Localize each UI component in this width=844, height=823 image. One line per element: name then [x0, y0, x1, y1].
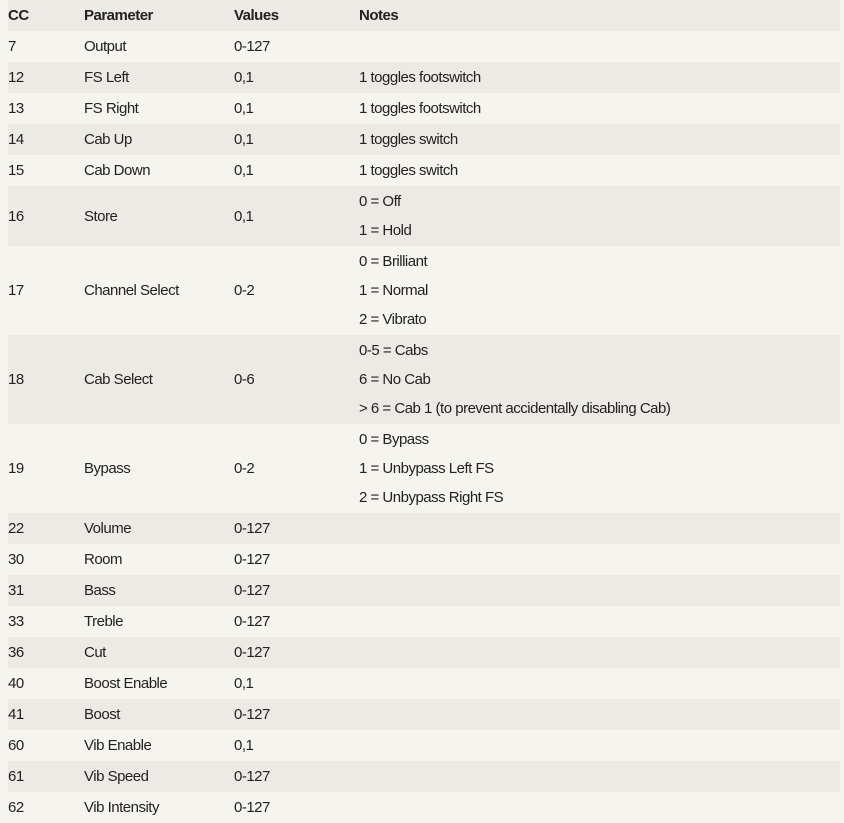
- values-cell: 0-127: [234, 706, 270, 723]
- parameter-cell: Cab Select: [84, 371, 153, 388]
- note-line: 2 = Vibrato: [359, 311, 427, 328]
- table-row: [8, 637, 840, 668]
- cc-cell: 7: [8, 38, 16, 55]
- note-line: 0-5 = Cabs: [359, 342, 428, 359]
- table-row: [8, 606, 840, 637]
- parameter-cell: FS Right: [84, 100, 139, 117]
- header-cc: CC: [8, 7, 29, 24]
- parameter-cell: Boost: [84, 706, 120, 723]
- note-line: 0 = Off: [359, 193, 401, 210]
- cc-cell: 61: [8, 768, 24, 785]
- parameter-cell: Bass: [84, 582, 116, 599]
- cc-cell: 22: [8, 520, 24, 537]
- table-row: [8, 335, 840, 424]
- notes-cell: [359, 336, 840, 423]
- values-cell: 0-127: [234, 38, 270, 55]
- note-line: 0 = Brilliant: [359, 253, 428, 270]
- table-row: [8, 124, 840, 155]
- table-row: [8, 761, 840, 792]
- values-cell: 0-127: [234, 582, 270, 599]
- note-line: 2 = Unbypass Right FS: [359, 489, 504, 506]
- table-row: [8, 668, 840, 699]
- header-values: Values: [234, 7, 279, 24]
- notes-cell: [359, 425, 840, 512]
- cc-cell: 12: [8, 69, 24, 86]
- notes-cell: [359, 247, 840, 334]
- parameter-cell: Room: [84, 551, 123, 568]
- table-row: [8, 155, 840, 186]
- values-cell: 0,1: [234, 675, 254, 692]
- cc-cell: 14: [8, 131, 24, 148]
- note-line: 6 = No Cab: [359, 371, 431, 388]
- table-row: [8, 424, 840, 513]
- parameter-cell: Cab Down: [84, 162, 151, 179]
- values-cell: 0-2: [234, 460, 255, 477]
- note-line: > 6 = Cab 1 (to prevent accidentally disabling Cab): [359, 400, 671, 417]
- table-body: [8, 31, 840, 823]
- values-cell: 0-127: [234, 520, 270, 537]
- parameter-cell: Volume: [84, 520, 132, 537]
- parameter-cell: Vib Intensity: [84, 799, 159, 816]
- notes-cell: [359, 94, 840, 123]
- parameter-cell: Vib Enable: [84, 737, 152, 754]
- table-row: [8, 62, 840, 93]
- cc-cell: 60: [8, 737, 24, 754]
- cc-cell: 17: [8, 282, 24, 299]
- cc-cell: 36: [8, 644, 24, 661]
- note-line: 1 toggles switch: [359, 131, 458, 148]
- parameter-cell: Channel Select: [84, 282, 179, 299]
- notes-cell: [359, 63, 840, 92]
- parameter-cell: Bypass: [84, 460, 131, 477]
- parameter-cell: Cab Up: [84, 131, 132, 148]
- cc-cell: 41: [8, 706, 24, 723]
- cc-cell: 13: [8, 100, 24, 117]
- values-cell: 0-127: [234, 551, 270, 568]
- table-row: [8, 31, 840, 62]
- table-row: [8, 246, 840, 335]
- table-row: [8, 93, 840, 124]
- parameter-cell: Store: [84, 207, 118, 225]
- parameter-cell: FS Left: [84, 69, 129, 86]
- note-line: 1 toggles footswitch: [359, 100, 481, 117]
- midi-cc-table: [8, 0, 840, 823]
- cc-cell: 33: [8, 613, 24, 630]
- cc-cell: 31: [8, 582, 24, 599]
- parameter-cell: Boost Enable: [84, 675, 168, 692]
- cc-cell: 40: [8, 675, 24, 692]
- table-row: [8, 186, 840, 246]
- header-notes: Notes: [359, 7, 399, 24]
- table-row: [8, 544, 840, 575]
- values-cell: 0-2: [234, 282, 255, 299]
- notes-cell: [359, 187, 840, 245]
- parameter-cell: Treble: [84, 613, 123, 630]
- cc-cell: 16: [8, 207, 24, 225]
- table-row: [8, 792, 840, 823]
- note-line: 1 = Normal: [359, 282, 428, 299]
- cc-cell: 19: [8, 460, 24, 477]
- cc-cell: 62: [8, 799, 24, 816]
- header-parameter: Parameter: [84, 7, 153, 24]
- values-cell: 0-127: [234, 799, 270, 816]
- table-header-row: [8, 0, 840, 31]
- table-row: [8, 730, 840, 761]
- values-cell: 0,1: [234, 737, 254, 754]
- parameter-cell: Output: [84, 38, 127, 55]
- parameter-cell: Cut: [84, 644, 106, 661]
- note-line: 1 = Unbypass Left FS: [359, 460, 494, 477]
- values-cell: 0-127: [234, 613, 270, 630]
- values-cell: 0,1: [234, 69, 254, 86]
- table-row: [8, 699, 840, 730]
- table-row: [8, 513, 840, 544]
- cc-cell: 18: [8, 371, 24, 388]
- notes-cell: [359, 156, 840, 185]
- notes-cell: [359, 125, 840, 154]
- values-cell: 0-127: [234, 768, 270, 785]
- values-cell: 0,1: [234, 162, 254, 179]
- note-line: 1 toggles footswitch: [359, 69, 481, 86]
- note-line: 1 toggles switch: [359, 162, 458, 179]
- values-cell: 0-127: [234, 644, 270, 661]
- parameter-cell: Vib Speed: [84, 768, 149, 785]
- values-cell: 0,1: [234, 100, 254, 117]
- cc-cell: 30: [8, 551, 24, 568]
- table-row: [8, 575, 840, 606]
- values-cell: 0-6: [234, 371, 255, 388]
- values-cell: 0,1: [234, 131, 254, 148]
- note-line: 0 = Bypass: [359, 431, 429, 448]
- cc-cell: 15: [8, 162, 24, 179]
- note-line: 1 = Hold: [359, 222, 412, 239]
- values-cell: 0,1: [234, 207, 254, 225]
